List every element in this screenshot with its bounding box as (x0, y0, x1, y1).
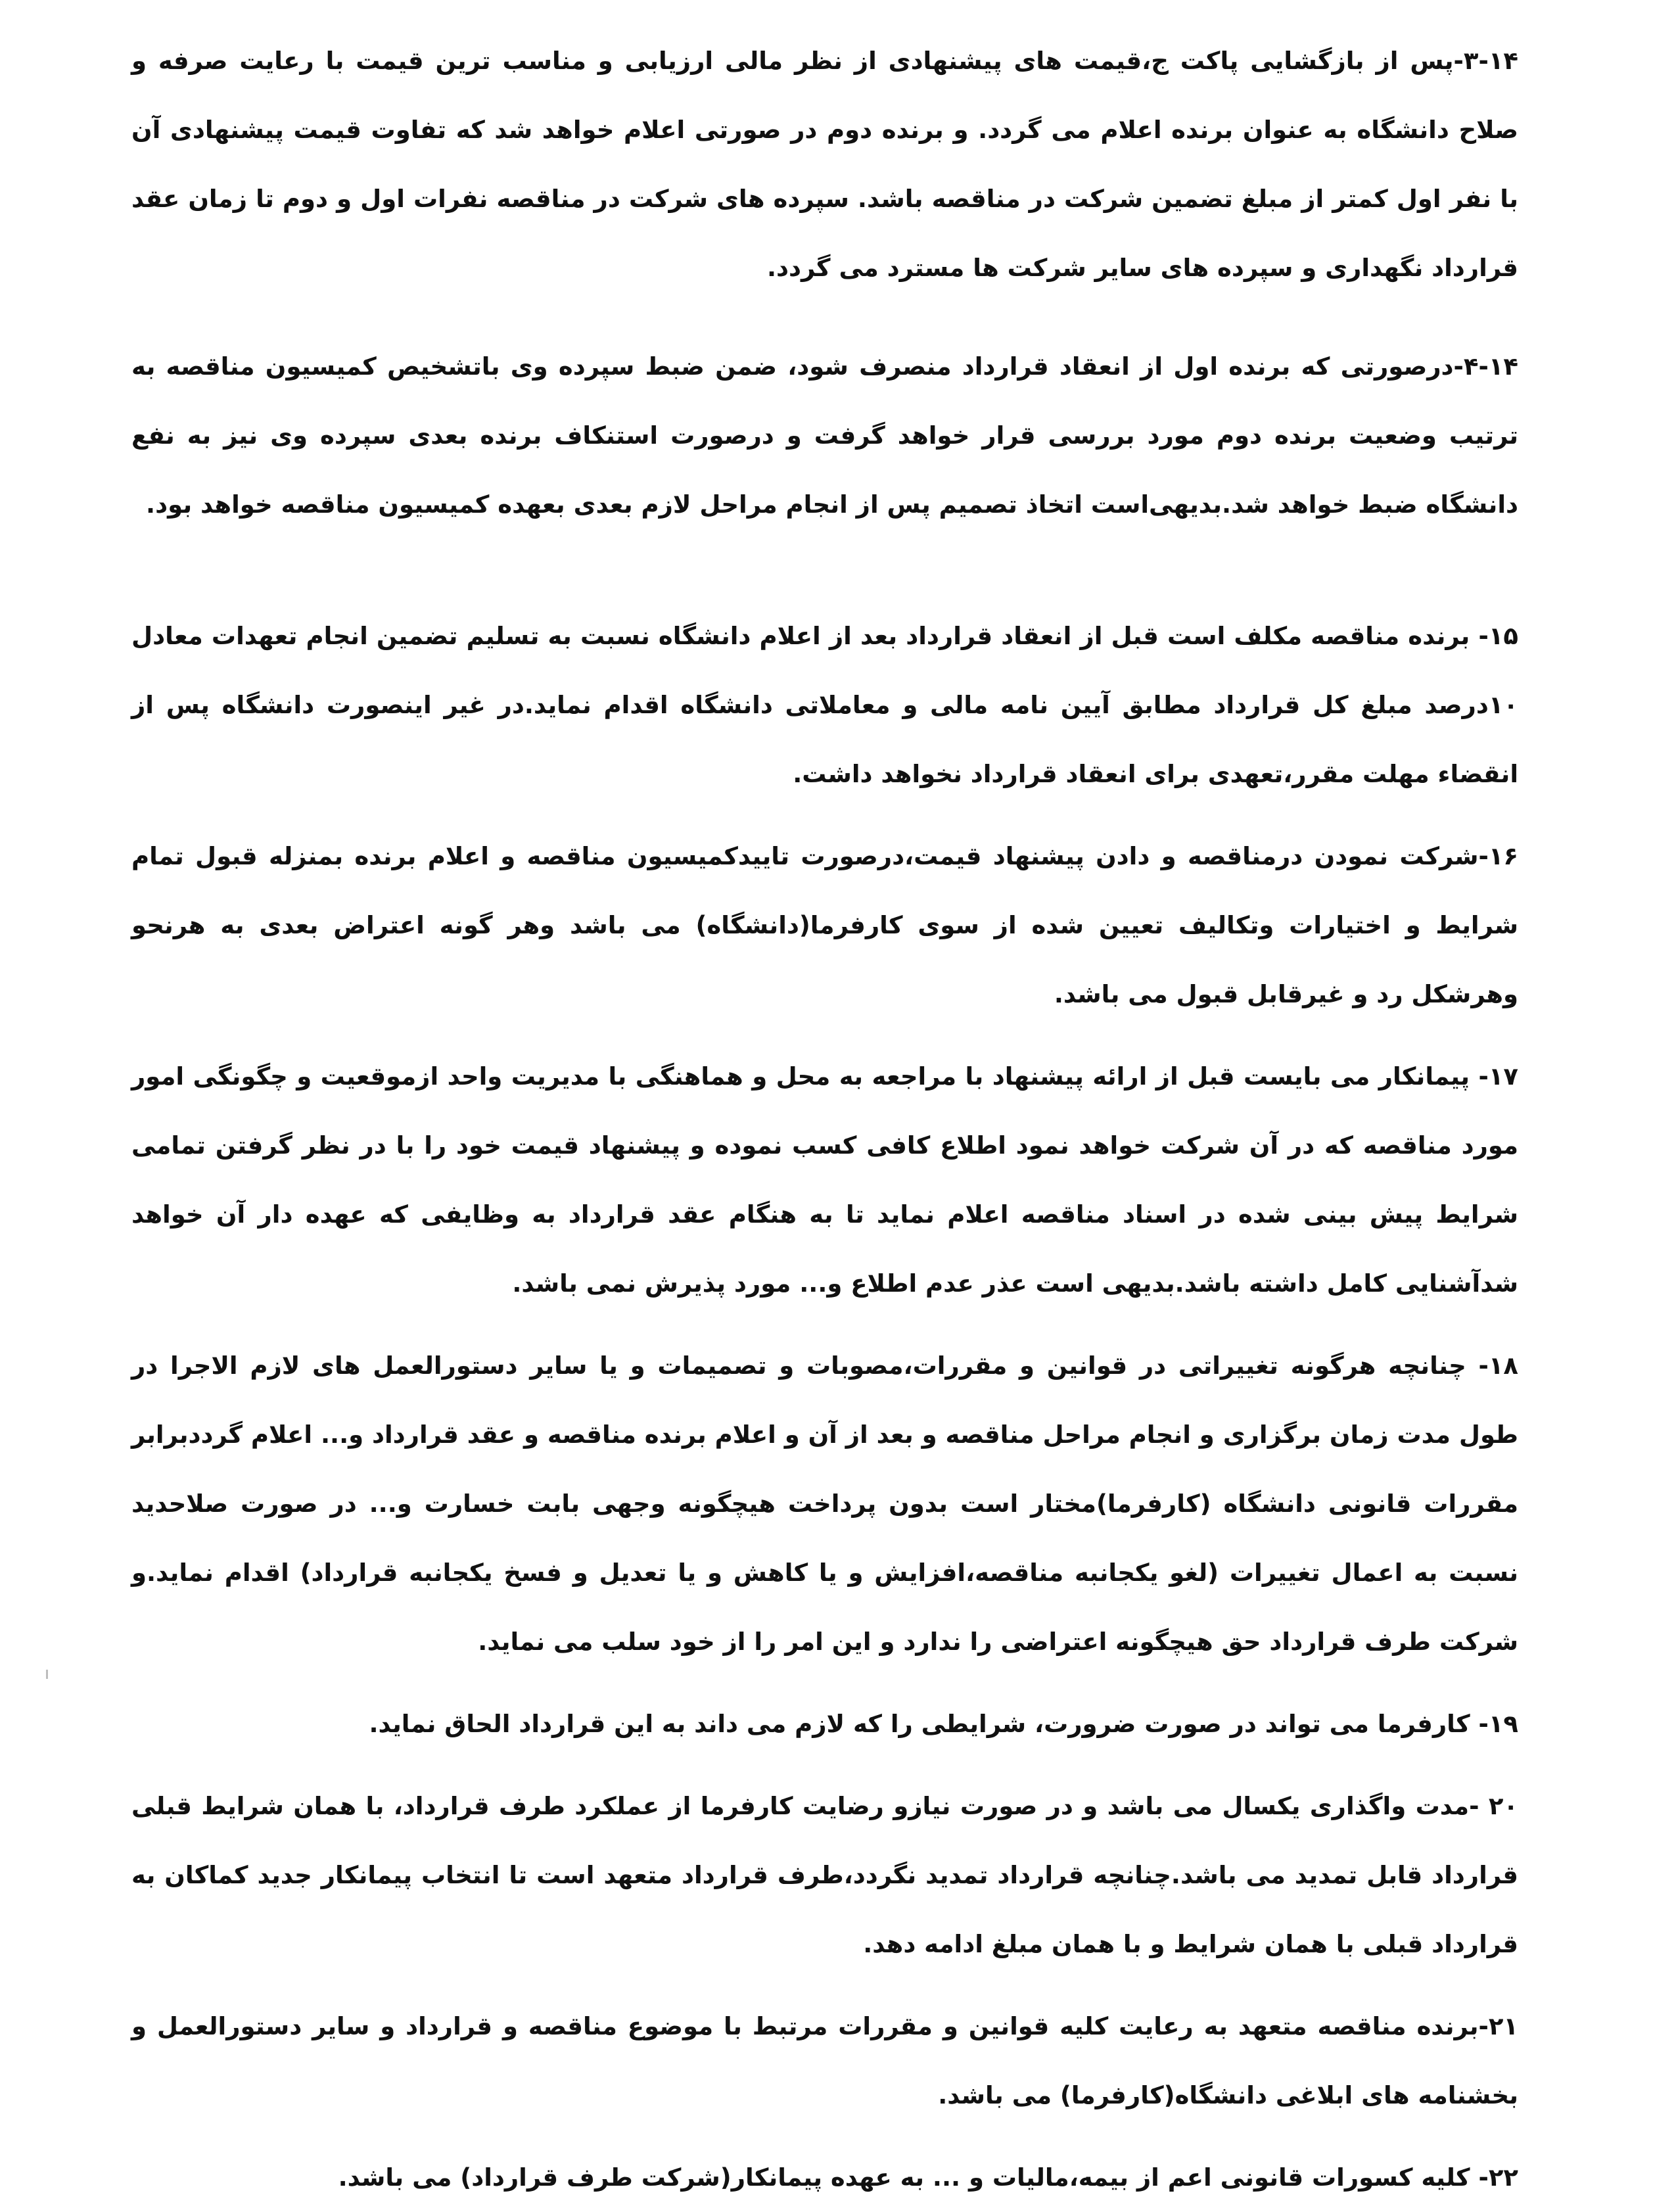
clause-22: ۲۲- کلیه کسورات قانونی اعم از بیمه،مالیات و ... به عهده پیمانکار(شرکت طرف قرارداد) می باشد. (338, 2163, 1518, 2192)
clause-19: ۱۹- کارفرما می تواند در صورت ضرورت، شرایطی را که لازم می داند به این قرارداد الحاق نماید. (369, 1710, 1518, 1738)
document-body (131, 26, 1518, 2212)
clause-14-4: ۴-۱۴-درصورتی که برنده اول از انعقاد قرارداد منصرف شود، ضمن ضبط سپرده وی باتشخیص کمیسیون مناقصه به ترتیب وضعیت برنده دوم مورد بررسی قرار خواهد گرفت و درصورت استنکاف برنده بعدی سپرده وی نیز به نفع دانشگاه ضبط خواهد شد.بدیهی‌است اتخاذ تصمیم پس از انجام مراحل لازم بعدی بعهده کمیسیون مناقصه خواهد بود. (131, 352, 1518, 519)
clause-14-3: ۳-۱۴-پس از بازگشایی پاکت ج،قیمت های پیشنهادی از نظر مالی ارزیابی و مناسب ترین قیمت با رعایت صرفه و صلاح دانشگاه به عنوان برنده اعلام می گردد. و برنده دوم در صورتی اعلام خواهد شد که تفاوت قیمت پیشنهادی آن با نفر اول کمتر از مبلغ تضمین شرکت در مناقصه باشد. سپرده های شرکت در مناقصه نفرات اول و دوم تا زمان عقد قرارداد نگهداری و سپرده های سایر شرکت ها مسترد می گردد. (131, 47, 1518, 282)
clause-18: ۱۸- چنانچه هرگونه تغییراتی در قوانین و مقررات،مصوبات و تصمیمات و یا سایر دستورالعمل های لازم الاجرا در طول مدت زمان برگزاری و انجام مراحل مناقصه و بعد از آن و اعلام برنده مناقصه و عقد قرارداد و... اعلام گرددبرابر مقررات قانونی دانشگاه (کارفرما)مختار است بدون پرداخت هیچگونه وجهی بابت خسارت و... در صورت صلاحدید نسبت به اعمال تغییرات (لغو یکجانبه مناقصه،افزایش و یا کاهش و یا تعدیل و فسخ یکجانبه قرارداد) اقدام نماید.و شرکت طرف قرارداد حق هیچگونه اعتراضی را ندارد و این امر را از خود سلب می نماید. (131, 1352, 1518, 1656)
clause-17: ۱۷- پیمانکار می بایست قبل از ارائه پیشنهاد با مراجعه به محل و هماهنگی با مدیریت واحد ازموقعیت و چگونگی امور مورد مناقصه که در آن شرکت خواهد نمود اطلاع کافی کسب نموده و پیشنهاد قیمت خود را با در نظر گرفتن تمامی شرایط پیش بینی شده در اسناد مناقصه اعلام نماید تا به هنگام عقد قرارداد به وظایفی که عهده دار آن خواهد شدآشنایی کامل داشته باشد.بدیهی است عذر عدم اطلاع و... مورد پذیرش نمی باشد. (131, 1062, 1518, 1298)
scan-artifact (46, 1670, 48, 1679)
clause-21: ۲۱-برنده مناقصه متعهد به رعایت کلیه قوانین و مقررات مرتبط با موضوع مناقصه و قرارداد و سایر دستورالعمل و بخشنامه های ابلاغی دانشگاه(کارفرما) می باشد. (131, 2012, 1518, 2109)
clause-20: ۲۰ -مدت واگذاری یکسال می باشد و در صورت نیازو رضایت کارفرما از عملکرد طرف قرارداد، با همان شرایط قبلی قرارداد قابل تمدید می باشد.چنانچه قرارداد تمدید نگردد،طرف قرارداد متعهد است تا انتخاب پیمانکار جدید کماکان به قرارداد قبلی با همان شرایط و با همان مبلغ ادامه دهد. (131, 1792, 1518, 1958)
clause-16: ۱۶-شرکت نمودن درمناقصه و دادن پیشنهاد قیمت،درصورت تاییدکمیسیون مناقصه و اعلام برنده بمنزله قبول تمام شرایط و اختیارات وتکالیف تعیین شده از سوی کارفرما(دانشگاه) می باشد وهر گونه اعتراض بعدی به هرنحو وهرشکل رد و غیرقابل قبول می باشد. (131, 842, 1518, 1008)
clause-15: ۱۵- برنده مناقصه مکلف است قبل از انعقاد قرارداد بعد از اعلام دانشگاه نسبت به تسلیم تضمین انجام تعهدات معادل ۱۰درصد مبلغ کل قرارداد مطابق آیین نامه مالی و معاملاتی دانشگاه اقدام نماید.در غیر اینصورت دانشگاه پس از انقضاء مهلت مقرر،تعهدی برای انعقاد قرارداد نخواهد داشت. (131, 622, 1518, 788)
